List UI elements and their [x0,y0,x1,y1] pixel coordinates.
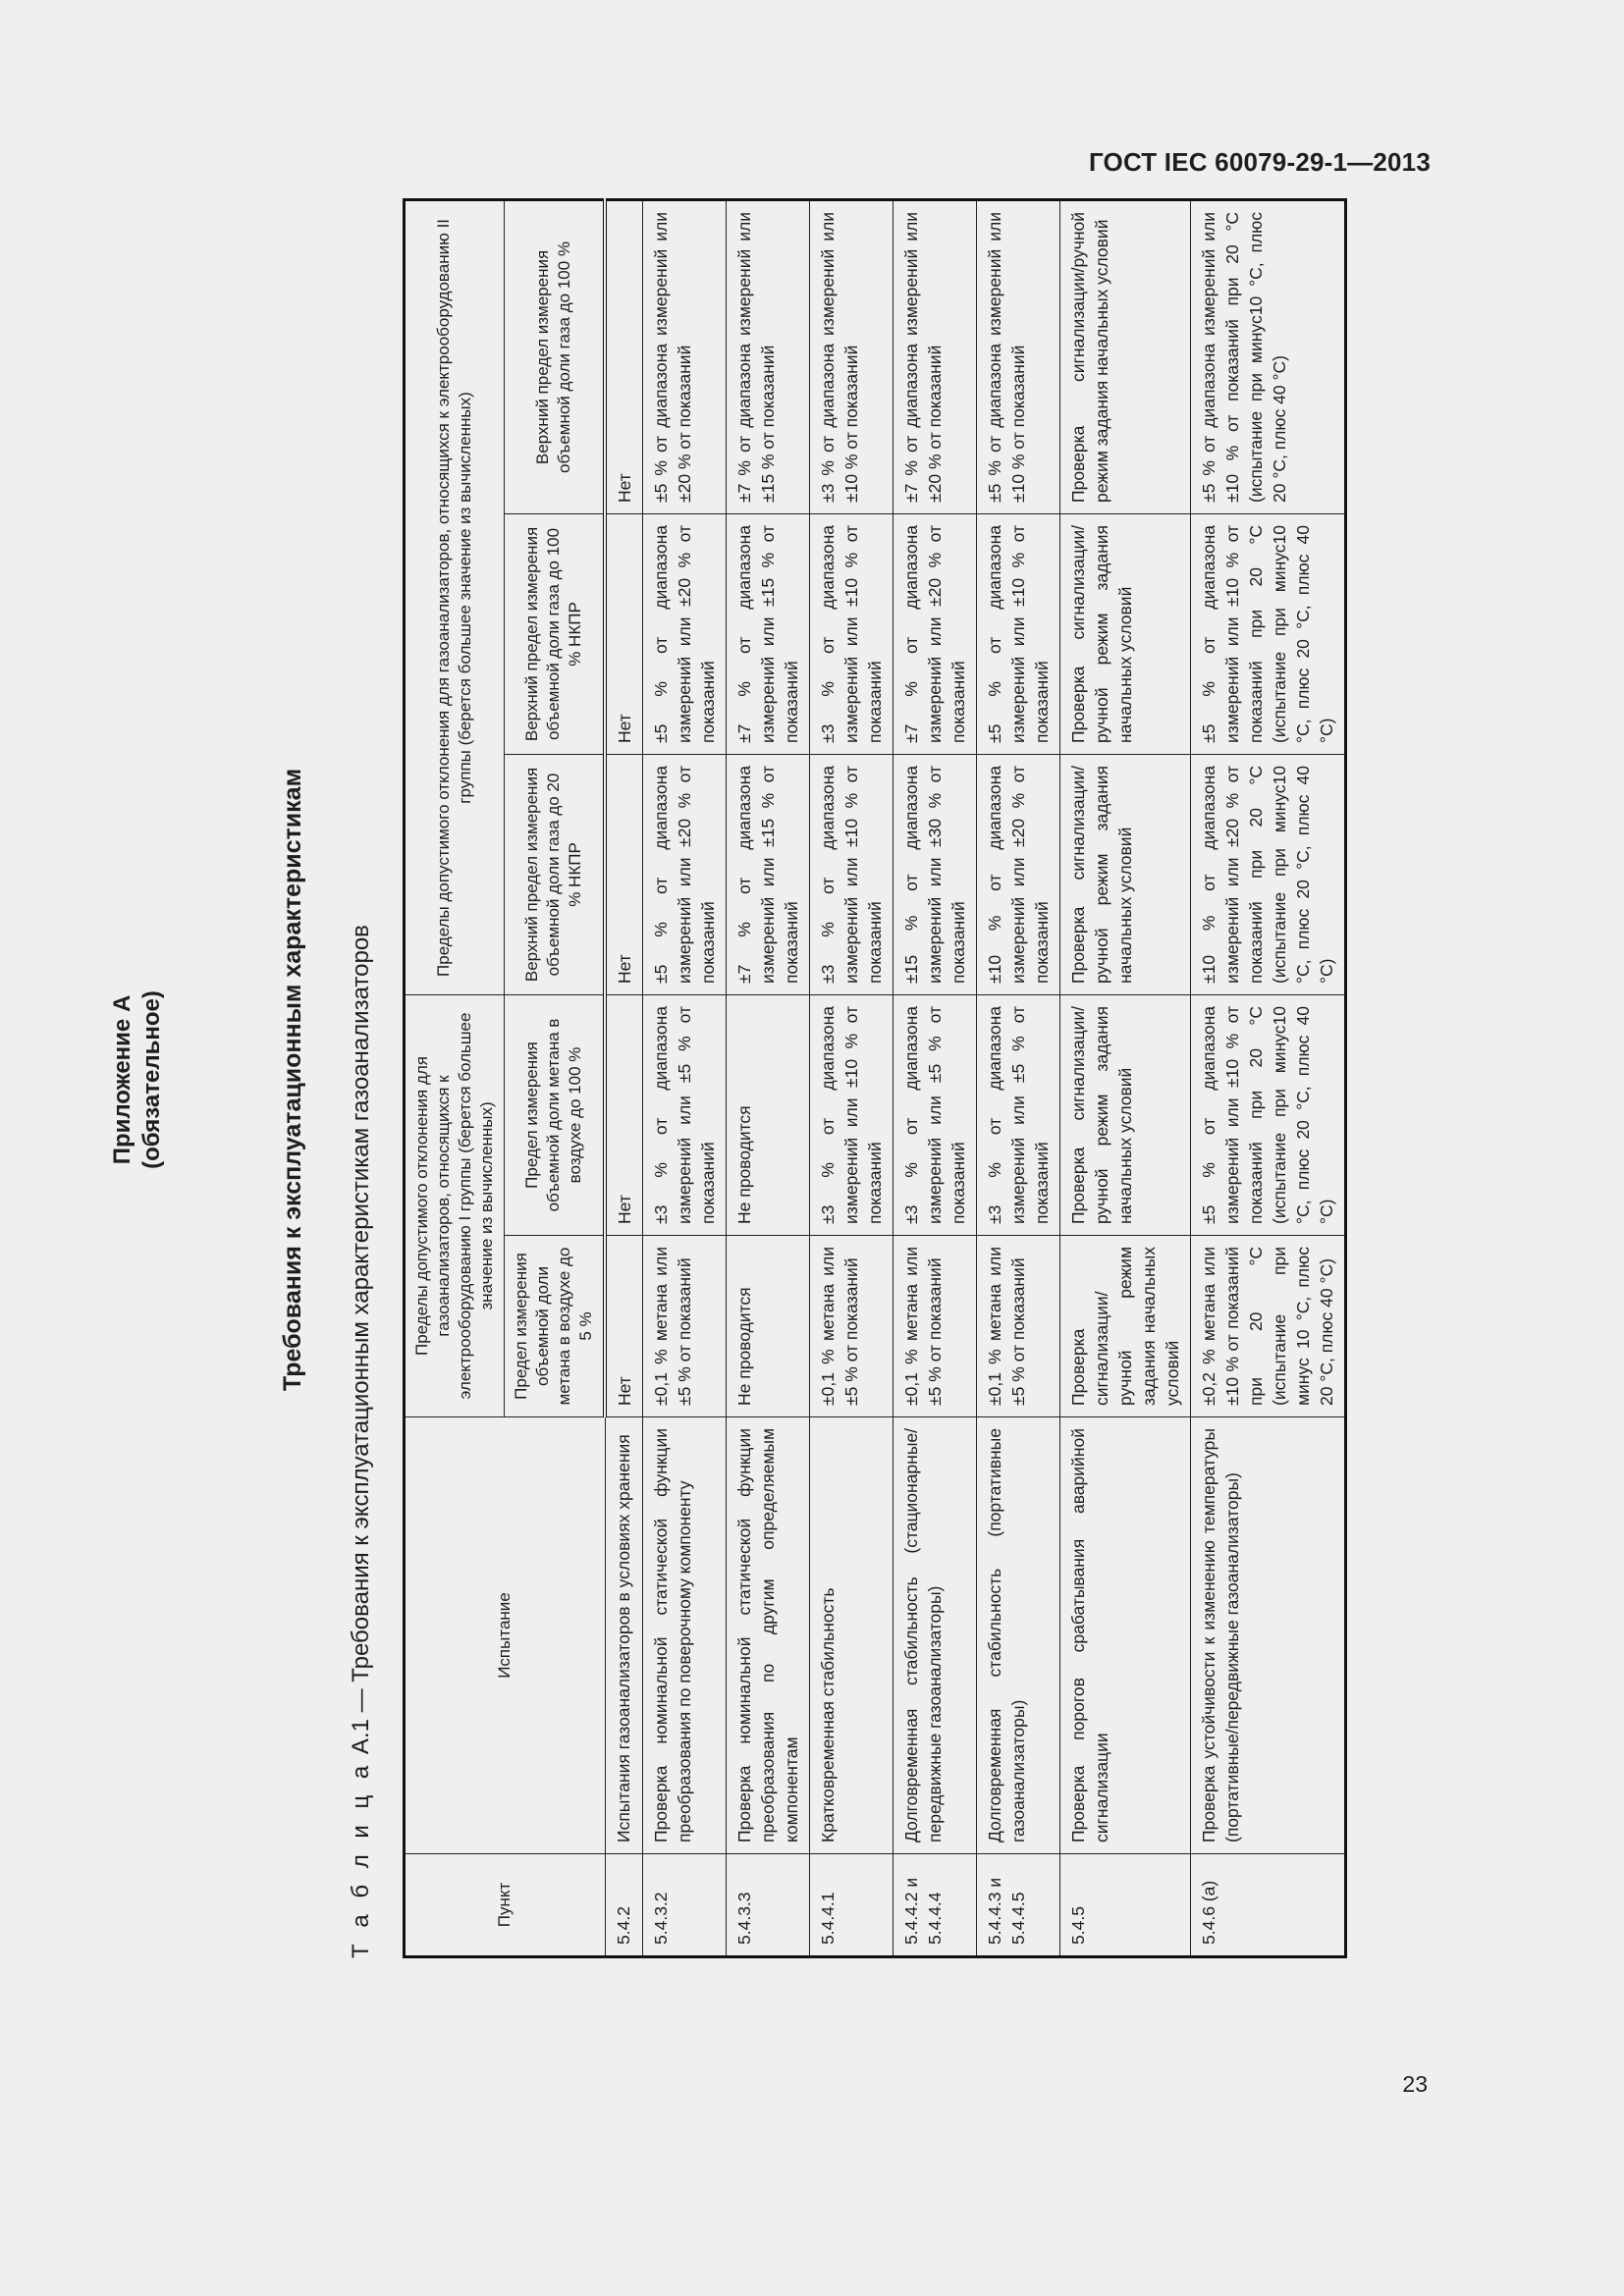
cell-c5: ±5 % от диапазона измерений или ±10 % от показаний при 20 °С (испытание при минус10 °С, плюс 20 °С, плюс 40 °С) [1191,199,1346,513]
header-c3: Верхний предел измерения объемной доли газа до 20 % НКПР [505,754,606,994]
cell-c4: ±3 % от диапазона измерений или ±10 % от показаний [810,513,893,754]
cell-c5: ±3 % от диапазона измерений или ±10 % от показаний [810,199,893,513]
cell-c2: Проверка сигнализации/ручной режим задания начальных условий [1060,994,1191,1235]
cell-punkt: 5.4.4.1 [810,1854,893,1957]
header-c1: Предел измерения объемной доли метана в воздухе до 5 % [505,1236,606,1417]
cell-c2: Не проводится [727,994,810,1235]
cell-c4: ±7 % от диапазона измерений или ±20 % от показаний [893,513,977,754]
table-caption [348,925,375,1958]
cell-punkt: 5.4.2 [605,1854,643,1957]
caption-number: А.1 [348,1719,374,1755]
cell-c5: ±7 % от диапазона измерений или ±20 % от показаний [893,199,977,513]
cell-test: Проверка устойчивости к изменению температуры (портативные/передвижные газоанализаторы) [1191,1417,1346,1854]
header-group-1: Пределы допустимого отклонения для газоанализаторов, относящихся к электрооборудованию I группы (берется большее значение из вычисленных) [405,994,505,1416]
cell-punkt: 5.4.4.3 и 5.4.4.5 [977,1854,1060,1957]
cell-test: Кратковременная стабильность [810,1417,893,1854]
cell-test: Проверка порогов срабатывания аварийной сигнализации [1060,1417,1191,1854]
header-group-2: Пределы допустимого отклонения для газоанализаторов, относящихся к электрооборудованию II группы (берется большее значение из вычисленных) [405,199,505,994]
cell-c2: ±5 % от диапазона измерений или ±10 % от показаний при 20 °С (испытание при минус10 °С, плюс 20 °С, плюс 40 °С) [1191,994,1346,1235]
cell-c4: ±5 % от диапазона измерений или ±20 % от показаний [643,513,727,754]
table-row [727,199,810,1956]
table-row [1191,199,1346,1956]
table-row [605,199,643,1956]
cell-c2: ±3 % от диапазона измерений или ±5 % от показаний [643,994,727,1235]
cell-c1: Нет [605,1236,643,1417]
cell-c5: ±5 % от диапазона измерений или ±20 % от показаний [643,199,727,513]
cell-c3: ±10 % от диапазона измерений или ±20 % от показаний при 20 °С (испытание при минус10 °С, плюс 20 °С, плюс 40 °С) [1191,754,1346,994]
cell-test: Долговременная стабильность (стационарные/передвижные газоанализаторы) [893,1417,977,1854]
cell-c1: Проверка сигнализации/ручной режим задания начальных условий [1060,1236,1191,1417]
cell-c3: ±5 % от диапазона измерений или ±20 % от показаний [643,754,727,994]
cell-c1: ±0,1 % метана или ±5 % от показаний [893,1236,977,1417]
cell-c3: Нет [605,754,643,994]
header-c2: Предел измерения объемной доли метана в воздухе до 100 % [505,994,606,1235]
caption-text: — Требования к эксплуатационным характеристикам газоанализаторов [348,925,374,1720]
cell-c4: Нет [605,513,643,754]
cell-c4: ±7 % от диапазона измерений или ±15 % от показаний [727,513,810,754]
header-c5: Верхний предел измерения объемной доли газа до 100 % [505,199,606,513]
cell-c5: Проверка сигнализации/ручной режим задания начальных условий [1060,199,1191,513]
header-punkt: Пункт [405,1854,606,1957]
cell-c4: ±5 % от диапазона измерений или ±10 % от показаний [977,513,1060,754]
cell-c1: ±0,1 % метана или ±5 % от показаний [810,1236,893,1417]
cell-test: Проверка номинальной статической функции преобразования по другим определяемым компонентам [727,1417,810,1854]
cell-c5: Нет [605,199,643,513]
requirements-table [403,198,1347,1958]
cell-punkt: 5.4.3.3 [727,1854,810,1957]
cell-c1: ±0,1 % метана или ±5 % от показаний [977,1236,1060,1417]
cell-c1: ±0,2 % метана или ±10 % от показаний при 20 °С (испытание при минус 10 °С, плюс 20 °С, плюс 40 °С) [1191,1236,1346,1417]
cell-c5: ±7 % от диапазона измерений или ±15 % от показаний [727,199,810,513]
header-test: Испытание [405,1417,606,1854]
appendix-heading [108,172,167,1988]
table-body [605,199,1346,1956]
cell-c3: ±3 % от диапазона измерений или ±10 % от показаний [810,754,893,994]
cell-c4: Проверка сигнализации/ручной режим задания начальных условий [1060,513,1191,754]
cell-c2: ±3 % от диапазона измерений или ±5 % от показаний [893,994,977,1235]
table-row [1060,199,1191,1956]
standard-header: ГОСТ IEC 60079-29-1—2013 [1088,147,1431,177]
rotated-content [108,172,1463,1988]
appendix-title: Приложение А [109,994,135,1165]
cell-test: Проверка номинальной статической функции преобразования по поверочному компоненту [643,1417,727,1854]
cell-test: Испытания газоанализаторов в условиях хранения [605,1417,643,1854]
page-number: 23 [1402,2071,1428,2097]
cell-c3: ±10 % от диапазона измерений или ±20 % от показаний [977,754,1060,994]
caption-prefix: Т а б л и ц а [348,1760,374,1958]
header-c4: Верхний предел измерения объемной доли газа до 100 % НКПР [505,513,606,754]
cell-punkt: 5.4.5 [1060,1854,1191,1957]
cell-c2: Нет [605,994,643,1235]
cell-c3: ±15 % от диапазона измерений или ±30 % от показаний [893,754,977,994]
cell-c1: Не проводится [727,1236,810,1417]
cell-c3: Проверка сигнализации/ручной режим задания начальных условий [1060,754,1191,994]
table-row [810,199,893,1956]
cell-c2: ±3 % от диапазона измерений или ±10 % от показаний [810,994,893,1235]
cell-c3: ±7 % от диапазона измерений или ±15 % от показаний [727,754,810,994]
table-row [643,199,727,1956]
cell-punkt: 5.4.6 (а) [1191,1854,1346,1957]
table-row [893,199,977,1956]
cell-c2: ±3 % от диапазона измерений или ±5 % от показаний [977,994,1060,1235]
cell-punkt: 5.4.4.2 и 5.4.4.4 [893,1854,977,1957]
cell-punkt: 5.4.3.2 [643,1854,727,1957]
cell-test: Долговременная стабильность (портативные газоанализаторы) [977,1417,1060,1854]
cell-c1: ±0,1 % метана или ±5 % от показаний [643,1236,727,1417]
appendix-subtitle: (обязательное) [138,990,165,1169]
cell-c5: ±5 % от диапазона измерений или ±10 % от показаний [977,199,1060,513]
table-row [977,199,1060,1956]
section-title: Требования к эксплуатационным характеристикам [279,768,306,1392]
cell-c4: ±5 % от диапазона измерений или ±10 % от показаний при 20 °С (испытание при минус10 °С, плюс 20 °С, плюс 40 °С) [1191,513,1346,754]
